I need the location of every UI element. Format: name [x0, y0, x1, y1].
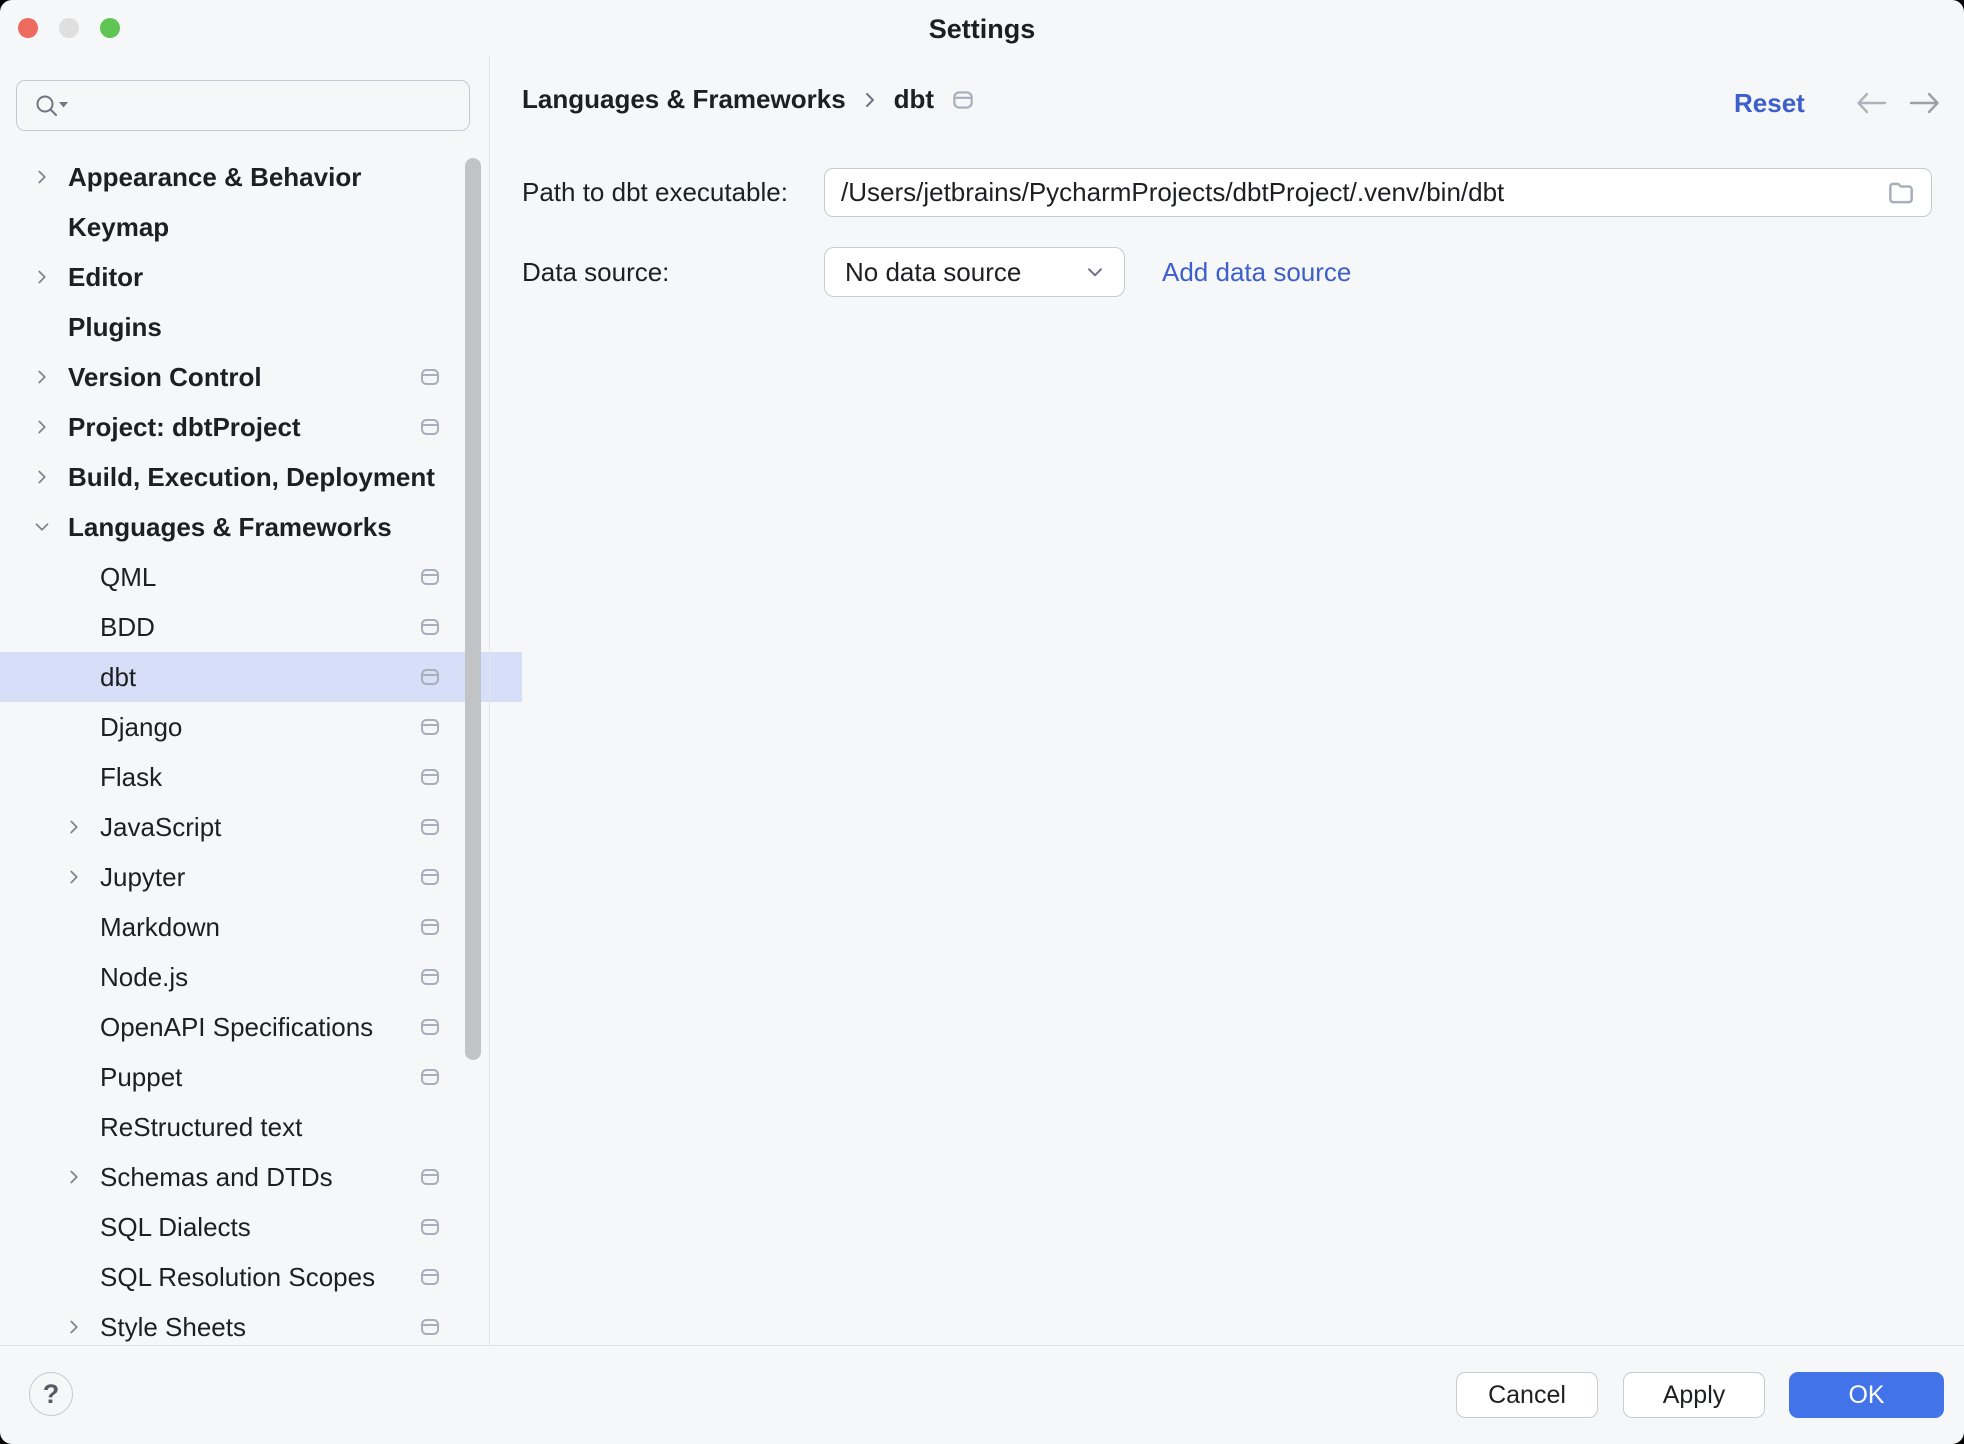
ok-button[interactable]: OK [1789, 1372, 1944, 1418]
search-input[interactable] [79, 85, 469, 127]
chevron-right-icon[interactable] [30, 415, 54, 439]
back-arrow-button[interactable] [1852, 88, 1890, 118]
sidebar-item-label: BDD [100, 611, 155, 642]
chevron-spacer [62, 1215, 86, 1239]
sidebar-item-label: Version Control [68, 361, 262, 392]
chevron-right-icon[interactable] [62, 1165, 86, 1189]
settings-search-box[interactable] [16, 80, 470, 131]
title-bar [0, 0, 1964, 56]
sidebar-item-project-dbtproject[interactable] [0, 402, 490, 452]
sidebar-item-label: Appearance & Behavior [68, 161, 362, 192]
dialog-footer [0, 1346, 1964, 1444]
chevron-spacer [62, 765, 86, 789]
project-level-icon [418, 715, 442, 739]
data-source-select[interactable] [824, 247, 1125, 297]
sidebar-item-label: Node.js [100, 961, 189, 992]
project-level-icon [418, 615, 442, 639]
sidebar-item-version-control[interactable] [0, 352, 490, 402]
sidebar-item-javascript[interactable] [0, 802, 522, 852]
breadcrumb-languages-frameworks[interactable]: Languages & Frameworks [522, 84, 846, 114]
sidebar-item-bdd[interactable] [0, 602, 522, 652]
sidebar-item-label: Project: dbtProject [68, 411, 301, 442]
sidebar-item-sql-dialects[interactable] [0, 1202, 522, 1252]
sidebar-item-label: dbt [100, 661, 137, 692]
sidebar-item-label: JavaScript [100, 811, 222, 842]
chevron-spacer [62, 715, 86, 739]
help-button[interactable]: ? [29, 1372, 73, 1416]
data-source-label: Data source: [522, 257, 670, 287]
project-level-icon [418, 1215, 442, 1239]
sidebar-item-editor[interactable] [0, 252, 490, 302]
sidebar-item-label: Build, Execution, Deployment [68, 461, 435, 492]
dbt-executable-path-field[interactable] [824, 168, 1932, 217]
chevron-spacer [62, 915, 86, 939]
sidebar-item-flask[interactable] [0, 752, 522, 802]
chevron-spacer [30, 215, 54, 239]
data-source-selected-value: No data source [845, 256, 1022, 287]
sidebar-item-jupyter[interactable] [0, 852, 522, 902]
chevron-right-icon[interactable] [30, 465, 54, 489]
sidebar-item-puppet[interactable] [0, 1052, 522, 1102]
chevron-right-icon [862, 90, 878, 110]
reset-link[interactable]: Reset [1734, 88, 1805, 118]
chevron-spacer [62, 1265, 86, 1289]
sidebar-scrollbar-thumb[interactable] [465, 158, 481, 1060]
sidebar-item-label: ReStructured text [100, 1111, 303, 1142]
chevron-right-icon[interactable] [62, 815, 86, 839]
sidebar-item-label: QML [100, 561, 157, 592]
forward-arrow-button[interactable] [1906, 88, 1944, 118]
sidebar-item-label: Plugins [68, 311, 162, 342]
project-level-icon [418, 365, 442, 389]
project-level-icon [418, 965, 442, 989]
search-icon [35, 93, 69, 119]
sidebar-item-sql-resolution-scopes[interactable] [0, 1252, 522, 1302]
sidebar-item-label: Flask [100, 761, 163, 792]
project-level-icon [418, 665, 442, 689]
project-level-icon [418, 415, 442, 439]
sidebar-item-label: OpenAPI Specifications [100, 1011, 374, 1042]
project-level-icon [418, 1015, 442, 1039]
chevron-right-icon[interactable] [30, 265, 54, 289]
project-level-icon [418, 815, 442, 839]
project-level-icon [418, 565, 442, 589]
chevron-spacer [62, 565, 86, 589]
sidebar-item-languages-frameworks[interactable] [0, 502, 490, 552]
cancel-button[interactable]: Cancel [1456, 1372, 1598, 1418]
chevron-spacer [62, 665, 86, 689]
sidebar-item-label: Keymap [68, 211, 170, 242]
chevron-spacer [62, 965, 86, 989]
sidebar-item-label: Django [100, 711, 183, 742]
sidebar-item-label: Jupyter [100, 861, 186, 892]
sidebar-item-plugins[interactable] [0, 302, 490, 352]
sidebar-item-label: SQL Resolution Scopes [100, 1261, 376, 1292]
project-level-icon [418, 1165, 442, 1189]
sidebar-item-label: Editor [68, 261, 144, 292]
sidebar-item-dbt[interactable] [0, 652, 522, 702]
chevron-right-icon[interactable] [62, 1315, 86, 1339]
project-level-icon [418, 765, 442, 789]
sidebar-item-label: Languages & Frameworks [68, 511, 392, 542]
chevron-spacer [62, 615, 86, 639]
project-level-icon [418, 865, 442, 889]
sidebar-item-label: Schemas and DTDs [100, 1161, 333, 1192]
sidebar-item-node-js[interactable] [0, 952, 522, 1002]
sidebar-item-label: Markdown [100, 911, 220, 942]
breadcrumb [522, 84, 976, 115]
breadcrumb-dbt: dbt [893, 84, 935, 114]
chevron-down-icon [1082, 259, 1108, 285]
chevron-spacer [62, 1065, 86, 1089]
sidebar-item-openapi-specifications[interactable] [0, 1002, 522, 1052]
dbt-executable-path-input[interactable] [841, 172, 1885, 214]
apply-button[interactable]: Apply [1623, 1372, 1765, 1418]
chevron-spacer [30, 315, 54, 339]
project-level-icon [418, 915, 442, 939]
project-level-icon [418, 1265, 442, 1289]
sidebar-item-label: Puppet [100, 1061, 183, 1092]
settings-sidebar [0, 56, 489, 1345]
sidebar-item-build-execution-deployment[interactable] [0, 452, 490, 502]
settings-tree [0, 152, 489, 1352]
sidebar-item-label: Style Sheets [100, 1311, 246, 1342]
window-title: Settings [928, 14, 1036, 44]
project-level-icon [950, 87, 976, 113]
sidebar-item-markdown[interactable] [0, 902, 522, 952]
sidebar-item-django[interactable] [0, 702, 522, 752]
path-to-dbt-label: Path to dbt executable: [522, 177, 788, 207]
chevron-right-icon[interactable] [62, 865, 86, 889]
sidebar-item-appearance-behavior[interactable] [0, 152, 490, 202]
folder-browse-icon[interactable] [1885, 177, 1917, 209]
sidebar-item-label: SQL Dialects [100, 1211, 251, 1242]
sidebar-item-schemas-and-dtds[interactable] [0, 1152, 522, 1202]
sidebar-item-restructured-text[interactable] [0, 1102, 522, 1152]
chevron-right-icon[interactable] [30, 365, 54, 389]
project-level-icon [418, 1315, 442, 1339]
chevron-down-icon[interactable] [30, 515, 54, 539]
chevron-spacer [62, 1115, 86, 1139]
chevron-right-icon[interactable] [30, 165, 54, 189]
sidebar-item-qml[interactable] [0, 552, 522, 602]
chevron-spacer [62, 1015, 86, 1039]
project-level-icon [418, 1065, 442, 1089]
add-data-source-link[interactable]: Add data source [1162, 257, 1352, 287]
sidebar-item-keymap[interactable] [0, 202, 490, 252]
sidebar-separator [489, 56, 490, 1345]
